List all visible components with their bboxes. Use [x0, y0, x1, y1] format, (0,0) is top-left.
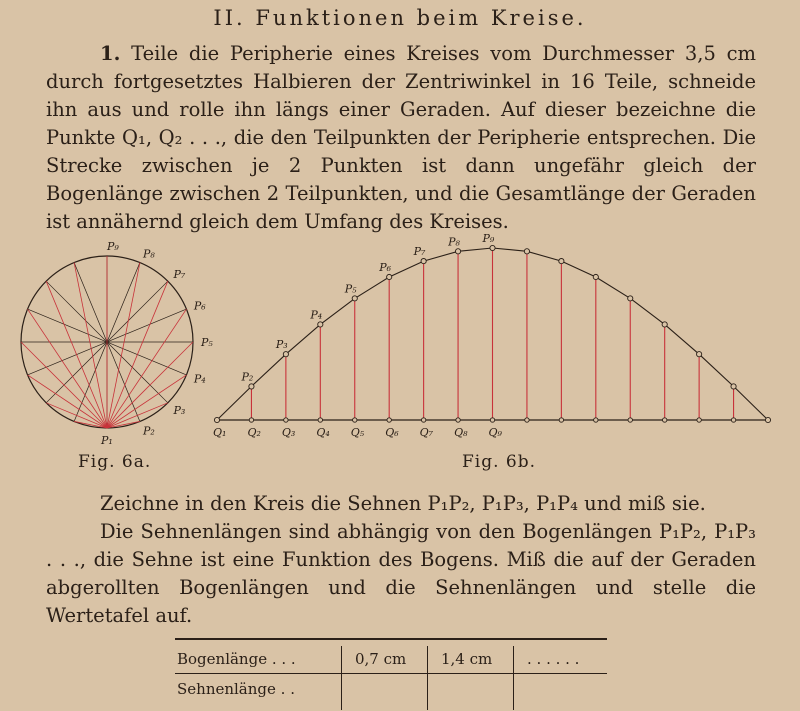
figure-6b-caption: Fig. 6b.: [462, 452, 537, 472]
section-heading: II. Funktionen beim Kreise.: [213, 6, 587, 30]
paragraph-2-line-1: Zeichne in den Kreis die Sehnen P₁P₂, P₁P₃, P₁P₄ und miß sie.: [100, 492, 706, 515]
curve-point: [283, 352, 288, 357]
point-label-a: P₅: [201, 336, 213, 349]
curve-point: [352, 296, 357, 301]
point-label-a: P₉: [107, 240, 119, 253]
paragraph-2: [46, 490, 756, 630]
axis-point: [318, 418, 322, 422]
table-cell: 0,7 cm: [355, 650, 407, 668]
curve-point: [559, 258, 564, 263]
point-label-b: P₇: [413, 245, 426, 259]
point-label-a: P₂: [142, 424, 155, 438]
axis-label-q: Q₇: [419, 426, 434, 439]
axis-point: [594, 418, 598, 422]
axis-point: [731, 418, 735, 422]
point-label-a: P₈: [142, 247, 155, 261]
table-row-label: Sehnenlänge . .: [177, 680, 295, 698]
axis-label-q: Q₄: [316, 426, 330, 439]
axis-point: [249, 418, 253, 422]
curve-point: [662, 322, 667, 327]
point-label-b: P₃: [275, 338, 288, 352]
curve-point: [490, 245, 495, 250]
table-row-label: Bogenlänge . . .: [177, 650, 296, 668]
axis-label-q: Q₂: [247, 426, 261, 439]
point-label-b: P₆: [379, 260, 391, 274]
axis-label-q: Q₅: [350, 426, 365, 439]
curve-point: [249, 384, 254, 389]
paragraph-1: [46, 40, 756, 236]
axis-label-q: Q₆: [385, 426, 399, 439]
axis-point: [456, 418, 460, 422]
curve-point: [318, 322, 323, 327]
chord-line: [107, 375, 186, 428]
axis-point: [490, 418, 494, 422]
point-label-b: P₂: [241, 370, 254, 384]
axis-label-q: Q₃: [281, 426, 296, 439]
point-label-a: P₆: [193, 299, 206, 313]
figures: [0, 230, 800, 452]
point-label-b: P₅: [344, 282, 357, 296]
axis-label-q: Q₉: [488, 426, 502, 439]
curve-point: [421, 258, 426, 263]
figure-6a: [21, 240, 213, 447]
curve-point: [731, 384, 736, 389]
curve-point: [628, 296, 633, 301]
table-cell: . . . . . .: [527, 650, 580, 668]
chord-line: [107, 281, 168, 428]
axis-point: [628, 418, 632, 422]
point-label-a: P₄: [193, 372, 206, 386]
paragraph-1-text: 1. Teile die Peripherie eines Kreises vom Durchmesser 3,5 cm durch fortgesetztes Halbieren der Zentriwinkel in 16 Teile, schneide ihn aus und rolle ihn längs einer Geraden. Auf dieser bezeichne die Punkte Q₁, Q₂ . . ., die den Teilpunkten der Peripherie entsprechen. Die Strecke zwischen je 2 Punkten ist dann ungefähr gleich der Bogenlänge zwischen 2 Teilpunkten, und die Gesamtlänge der Geraden ist annähernd gleich dem Umfang des Kreises.: [46, 42, 757, 233]
table-row: [175, 678, 607, 706]
curve-point: [455, 249, 460, 254]
table-top-rule: [175, 638, 607, 640]
axis-point: [662, 418, 666, 422]
chord-line: [46, 281, 107, 428]
chord-line: [28, 375, 107, 428]
axis-label-q: Q₈: [454, 426, 468, 439]
axis-point: [697, 418, 701, 422]
point-label-b: P₉: [482, 232, 495, 245]
paragraph-2-line-2: Die Sehnenlängen sind abhängig von den Bogenlängen P₁P₂, P₁P₃ . . ., die Sehne ist eine Funktion des Bogens. Miß die auf der Geraden abgerollten Bogenlängen und die Sehnenlängen und stelle die Wertetafel auf.: [46, 520, 756, 627]
figure-6b: [213, 232, 771, 439]
table-cell: 1,4 cm: [441, 650, 493, 668]
value-table: [175, 638, 607, 710]
table-row: [175, 648, 607, 676]
point-label-b: P₄: [310, 308, 323, 322]
figure-6a-caption: Fig. 6a.: [78, 452, 152, 472]
axis-point: [559, 418, 563, 422]
curve-point: [214, 417, 219, 422]
paragraph-number: 1.: [100, 42, 121, 65]
point-label-a: P₃: [173, 403, 186, 417]
axis-point: [525, 418, 529, 422]
curve-point: [524, 249, 529, 254]
curve-point: [765, 417, 770, 422]
point-label-a: P₇: [173, 268, 186, 282]
axis-label-q: Q₁: [213, 426, 227, 439]
point-label-a: P₁: [101, 434, 113, 447]
curve-point: [697, 352, 702, 357]
point-label-b: P₈: [448, 235, 460, 249]
axis-point: [284, 418, 288, 422]
curve-point: [387, 274, 392, 279]
axis-point: [421, 418, 425, 422]
axis-point: [353, 418, 357, 422]
curve-point: [593, 274, 598, 279]
axis-point: [387, 418, 391, 422]
